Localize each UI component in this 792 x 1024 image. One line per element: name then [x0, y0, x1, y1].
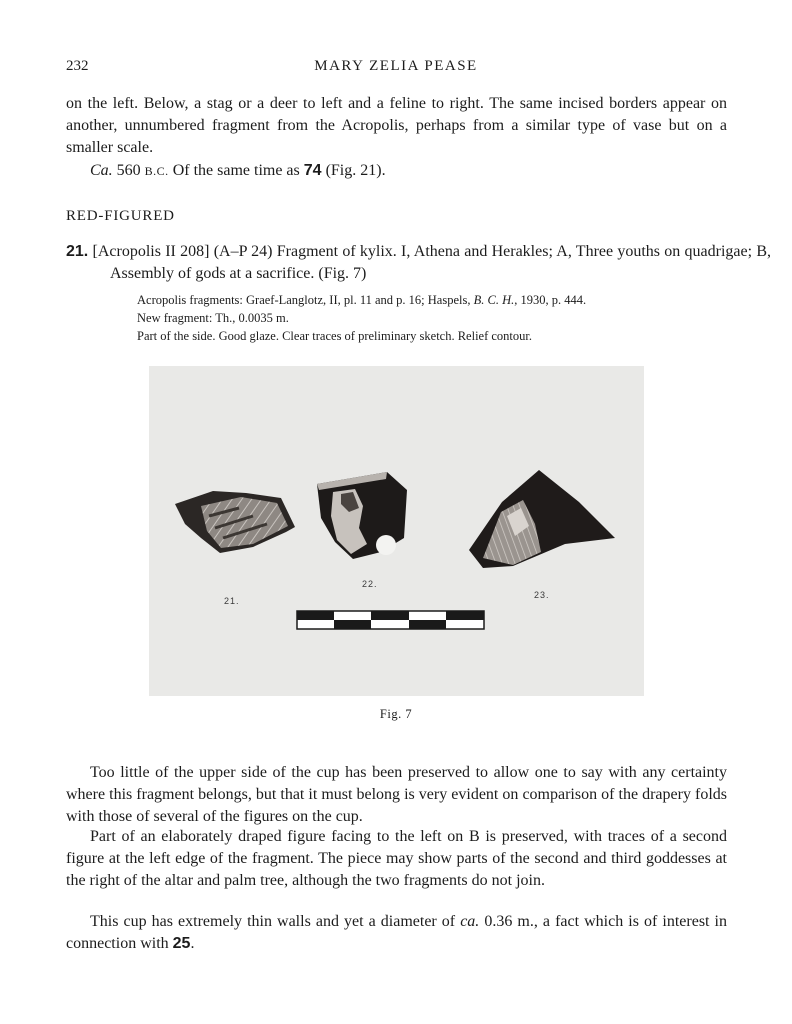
details-line-1b: B. C. H.	[473, 293, 515, 307]
body-paragraph-1: Too little of the upper side of the cup has been preserved to allow one to say with any certainty where this fragment belongs, but that it must belong is very evident on comparison of the drapery folds with those of several of the figures on the cup.	[66, 764, 727, 825]
fragment-label-23: 23.	[534, 590, 550, 600]
details-line-1a: Acropolis fragments: Graef-Langlotz, II, pl. 11 and p. 16; Haspels,	[137, 293, 474, 307]
date-fig: (Fig. 21).	[321, 162, 386, 179]
details-line-3: Part of the side. Good glaze. Clear traces of preliminary sketch. Relief contour.	[137, 329, 533, 343]
entry-text: [Acropolis II 208] (A–P 24) Fragment of kylix. I, Athena and Herakles; A, Three youths on quadrigae; B, Assembly of gods at a sacrifice. (Fig. 7)	[88, 243, 771, 282]
body-paragraph-3	[66, 911, 727, 955]
fragments-photo	[149, 366, 644, 696]
p3-part-c: .	[190, 935, 195, 952]
section-heading: RED-FIGURED	[66, 208, 175, 224]
figure-caption: Fig. 7	[379, 707, 413, 721]
running-head: MARY ZELIA PEASE	[314, 58, 478, 74]
fragment-22	[317, 472, 407, 559]
details-line-1	[137, 291, 727, 309]
date-ref: 74	[303, 162, 322, 179]
details-line-2: New fragment: Th., 0.0035 m.	[137, 311, 289, 325]
intro-paragraph: on the left. Below, a stag or a deer to left and a feline to right. The same incised borders appear on another, unnumbered fragment from the Acropolis, perhaps from a similar type of vase but on a smaller scale.	[66, 95, 727, 156]
page-header	[66, 58, 726, 82]
scale-bar	[297, 611, 484, 629]
date-ca: Ca.	[90, 162, 113, 179]
date-bc: B.C.	[144, 164, 169, 178]
figure-photograph	[149, 366, 644, 696]
page-number: 232	[66, 58, 89, 74]
fragment-label-21: 21.	[224, 596, 240, 606]
entry-details	[137, 291, 727, 345]
fragment-21	[175, 491, 295, 553]
details-line-1c: , 1930, p. 444.	[514, 293, 587, 307]
p3-ca: ca.	[460, 913, 480, 930]
body-paragraph-2: Part of an elaborately draped figure facing to the left on B is preserved, with traces of a second figure at the left edge of the fragment. The piece may show parts of the second and third goddesses at the right of the altar and palm tree, although the two fragments do not join.	[66, 828, 727, 889]
date-line	[66, 160, 727, 182]
date-value: 560	[112, 162, 145, 179]
fragment-label-22: 22.	[362, 579, 378, 589]
fragment-23	[469, 470, 615, 568]
p3-ref: 25	[172, 935, 191, 952]
p3-part-a: This cup has extremely thin walls and yet a diameter of	[90, 913, 461, 930]
catalogue-entry	[66, 241, 771, 285]
date-rest: Of the same time as	[168, 162, 304, 179]
entry-number: 21.	[66, 243, 89, 260]
p3-part-b: 0.36 m., a fact which is of interest in connection with	[66, 913, 727, 952]
